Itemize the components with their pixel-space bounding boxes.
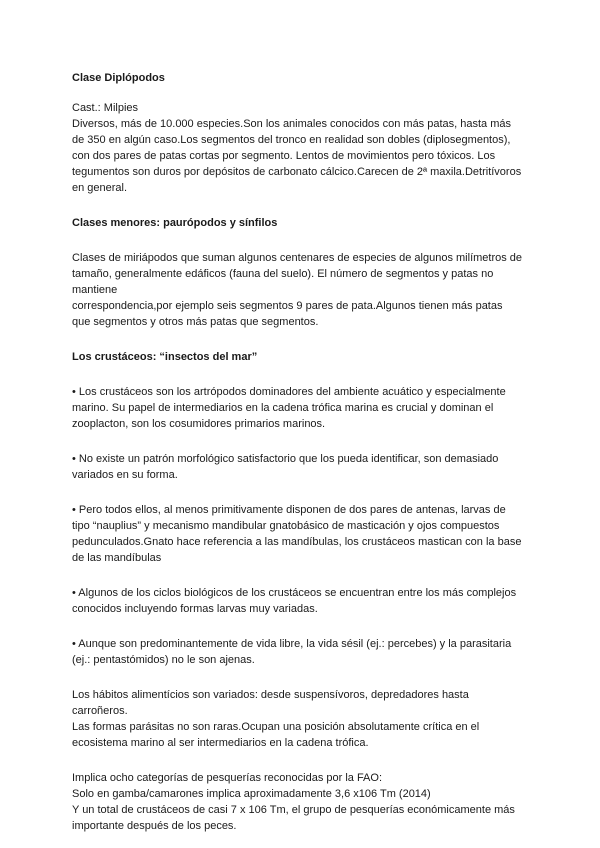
text-line: Solo en gamba/camarones implica aproximadamente 3,6 x106 Tm (2014) (72, 788, 431, 800)
bullet-paragraph (72, 585, 532, 617)
text-line: en general. (72, 182, 128, 194)
heading-diplopodos: Clase Diplópodos (72, 72, 165, 84)
text-line: ecosistema marino al ser intermediarios en la cadena trófica. (72, 737, 369, 749)
text-line: Los hábitos alimentícios son variados: desde suspensívoros, depredadores hasta (72, 689, 469, 701)
text-line: conocidos incluyendo formas larvas muy variadas. (72, 603, 318, 615)
text-line: con dos pares de patas cortas por segmento. Lentos de movimientos pero tóxicos. Los (72, 150, 496, 162)
heading-crustaceos: Los crustáceos: “insectos del mar” (72, 351, 258, 363)
heading-clases-menores: Clases menores: paurópodos y sínfilos (72, 217, 278, 229)
document-body (72, 70, 532, 834)
text-line: Implica ocho categorías de pesquerías reconocidas por la FAO: (72, 772, 383, 784)
bullet-paragraph (72, 451, 532, 483)
bullet-paragraph (72, 636, 532, 668)
text-line: que segmentos y otros más patas que segmentos. (72, 316, 319, 328)
text-line: marino. Su papel de intermediarios en la cadena trófica marina es crucial y dominan el (72, 402, 494, 414)
text-line: Diversos, más de 10.000 especies.Son los animales conocidos con más patas, hasta más (72, 118, 512, 130)
text-line: Y un total de crustáceos de casi 7 x 106 Tm, el grupo de pesquerías económicamente más (72, 804, 515, 816)
text-line: • Los crustáceos son los artrópodos dominadores del ambiente acuático y especialmente (72, 386, 506, 398)
text-line: Cast.: Milpies (72, 102, 139, 114)
bullet-paragraph (72, 384, 532, 432)
text-line: • Pero todos ellos, al menos primitivamente disponen de dos pares de antenas, larvas de (72, 504, 506, 516)
text-line: variados en su forma. (72, 469, 178, 481)
paragraph-habitos (72, 687, 532, 751)
text-line: tamaño, generalmente edáficos (fauna del suelo). El número de segmentos y patas no (72, 268, 494, 280)
text-line: de las mandíbulas (72, 552, 162, 564)
paragraph-diplopodos (72, 100, 532, 196)
paragraph-clases-menores (72, 250, 532, 330)
text-line: • No existe un patrón morfológico satisfactorio que los pueda identificar, son demasiado (72, 453, 499, 465)
text-line: • Algunos de los ciclos biológicos de los crustáceos se encuentran entre los más complejos (72, 587, 517, 599)
text-line: (ej.: pentastómidos) no le son ajenas. (72, 654, 255, 666)
text-line: Clases de miriápodos que suman algunos centenares de especies de algunos milímetros de (72, 252, 523, 264)
text-line: tipo “nauplius” y mecanismo mandibular gnatobásico de masticación y ojos compuestos (72, 520, 500, 532)
text-line: importante después de los peces. (72, 820, 237, 832)
text-line: mantiene (72, 284, 118, 296)
paragraph-pesquerias (72, 770, 532, 834)
text-line: pedunculados.Gnato hace referencia a las mandíbulas, los crustáceos mastican con la base (72, 536, 522, 548)
text-line: carroñeros. (72, 705, 128, 717)
text-line: tegumentos son duros por depósitos de carbonato cálcico.Carecen de 2ª maxila.Detritívoros (72, 166, 522, 178)
text-line: de 350 en algún caso.Los segmentos del tronco en realidad son dobles (diplosegmentos), (72, 134, 511, 146)
bullet-paragraph (72, 502, 532, 566)
text-line: • Aunque son predominantemente de vida libre, la vida sésil (ej.: percebes) y la parasitaria (72, 638, 512, 650)
text-line: correspondencia,por ejemplo seis segmentos 9 pares de pata.Algunos tienen más patas (72, 300, 503, 312)
text-line: zooplacton, son los cosumidores primarios marinos. (72, 418, 326, 430)
text-line: Las formas parásitas no son raras.Ocupan una posición absolutamente crítica en el (72, 721, 480, 733)
